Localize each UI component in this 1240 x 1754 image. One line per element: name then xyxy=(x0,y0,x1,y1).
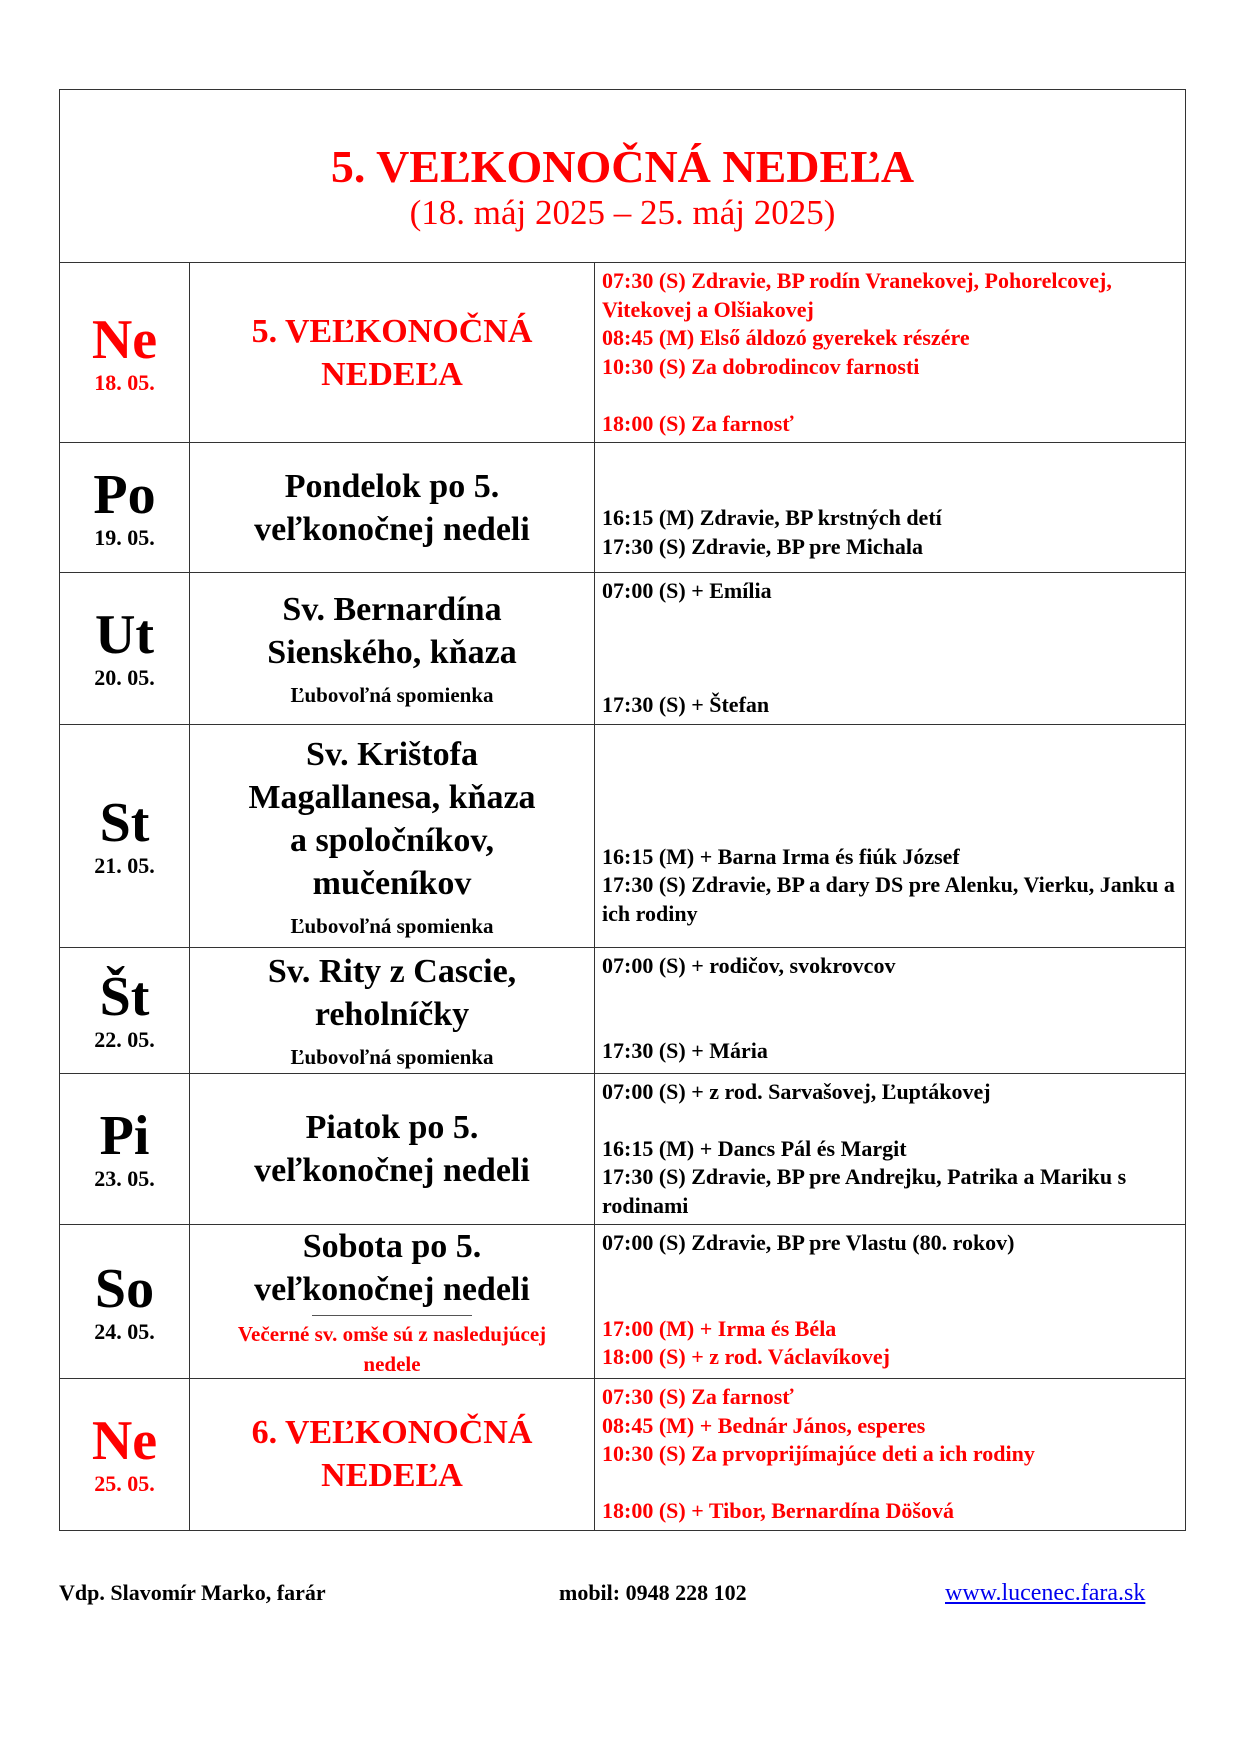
feast-name-line: Sv. Bernardína xyxy=(282,591,502,629)
feast-name-line: a spoločníkov, xyxy=(289,821,495,859)
spacer xyxy=(602,1469,1179,1498)
mass-entry: 07:00 (S) + Emília xyxy=(602,578,772,603)
day-abbreviation: Ne xyxy=(91,308,158,371)
schedule-table xyxy=(59,89,1186,1531)
header-row xyxy=(60,90,1186,263)
feast-name-line: 5. VEĽKONOČNÁ xyxy=(251,312,533,350)
mass-entry: 18:00 (S) + z rod. Václavíkovej xyxy=(602,1344,890,1369)
mass-entry: 17:00 (M) + Irma és Béla xyxy=(602,1315,837,1341)
mass-entry: 10:30 (S) Za prvoprijímajúce deti a ich rodiny xyxy=(602,1441,1035,1466)
mass-entry: 07:00 (S) + z rod. Sarvašovej, Ľuptákovej xyxy=(602,1078,991,1104)
website-link[interactable]: www.lucenec.fara.sk xyxy=(945,1580,1146,1606)
day-row xyxy=(60,573,1186,725)
spacer xyxy=(602,1258,1179,1287)
separator-line xyxy=(312,1315,472,1316)
spacer xyxy=(602,980,1179,1009)
feast-name-line: Sienského, kňaza xyxy=(267,634,517,672)
feast-name-line: Sv. Krištofa xyxy=(306,735,478,773)
spacer xyxy=(602,814,1179,843)
spacer xyxy=(602,1286,1179,1315)
mass-entry: 16:15 (M) Zdravie, BP krstných detí xyxy=(602,505,942,530)
mass-entry: 07:30 (S) Za farnosť xyxy=(602,1384,794,1409)
masses-cell xyxy=(595,1225,1186,1379)
spacer xyxy=(602,634,1179,663)
feast-name-line: veľkonočnej nedeli xyxy=(254,1271,530,1308)
mass-entry: 17:30 (S) Zdravie, BP a dary DS pre Alenku, Vierku, Janku a ich rodiny xyxy=(602,872,1175,926)
spacer xyxy=(602,606,1179,635)
mass-entry: 18:00 (S) Za farnosť xyxy=(602,410,794,436)
footer xyxy=(59,1580,1185,1610)
spacer xyxy=(602,786,1179,815)
feast-cell xyxy=(190,947,595,1073)
masses-cell xyxy=(595,263,1186,443)
day-date: 18. 05. xyxy=(94,369,155,395)
day-row xyxy=(60,1225,1186,1379)
masses-cell xyxy=(595,947,1186,1073)
day-row xyxy=(60,263,1186,443)
mass-entry: 17:30 (S) + Mária xyxy=(602,1038,768,1063)
day-abbreviation: Ut xyxy=(94,604,155,667)
day-date: 23. 05. xyxy=(94,1165,155,1191)
spacer xyxy=(602,1009,1179,1038)
spacer xyxy=(602,663,1179,692)
day-rows xyxy=(60,263,1186,1531)
day-cell xyxy=(60,573,190,725)
day-abbreviation: St xyxy=(99,791,150,854)
feast-cell xyxy=(190,443,595,573)
day-cell xyxy=(60,1379,190,1531)
day-row xyxy=(60,947,1186,1073)
day-row xyxy=(60,443,1186,573)
feast-rank: Ľubovoľná spomienka xyxy=(290,683,494,708)
day-abbreviation: Št xyxy=(99,966,150,1028)
feast-name-line: mučeníkov xyxy=(312,864,472,902)
spacer xyxy=(602,447,1179,476)
mass-entry: 10:30 (S) Za dobrodincov farnosti xyxy=(602,353,920,379)
day-row xyxy=(60,1379,1186,1531)
feast-name-line: Pondelok po 5. xyxy=(284,467,500,505)
feast-name-line: Magallanesa, kňaza xyxy=(248,778,536,816)
mass-entry: 07:30 (S) Zdravie, BP rodín Vranekovej, Pohorelcovej, Vitekovej a Olšiakovej xyxy=(602,268,1112,322)
day-cell xyxy=(60,947,190,1073)
feast-note-line: Večerné sv. omše sú z nasledujúcej xyxy=(237,1322,547,1346)
feast-rank: Ľubovoľná spomienka xyxy=(290,913,494,938)
feast-rank: Ľubovoľná spomienka xyxy=(290,1045,494,1069)
feast-cell xyxy=(190,573,595,725)
day-row xyxy=(60,1073,1186,1225)
header-cell xyxy=(60,90,1186,263)
masses-cell xyxy=(595,573,1186,725)
day-cell xyxy=(60,443,190,573)
day-date: 21. 05. xyxy=(94,852,155,878)
day-date: 19. 05. xyxy=(94,524,155,550)
spacer xyxy=(602,729,1179,758)
mass-entry: 16:15 (M) + Dancs Pál és Margit xyxy=(602,1135,907,1161)
mass-entry: 17:30 (S) Zdravie, BP pre Andrejku, Patrika a Mariku s rodinami xyxy=(602,1164,1127,1218)
feast-name-line: reholníčky xyxy=(314,996,470,1033)
masses-cell xyxy=(595,1379,1186,1531)
feast-name-line: Piatok po 5. xyxy=(305,1108,479,1146)
phone-number: mobil: 0948 228 102 xyxy=(559,1580,747,1605)
feast-name-line: Sobota po 5. xyxy=(302,1228,482,1265)
spacer xyxy=(602,476,1179,505)
mass-entry: 08:45 (M) Első áldozó gyerekek részére xyxy=(602,325,970,350)
feast-name-line: veľkonočnej nedeli xyxy=(254,1151,530,1189)
feast-cell xyxy=(190,1073,595,1225)
day-abbreviation: Ne xyxy=(91,1410,158,1473)
day-date: 22. 05. xyxy=(94,1027,155,1052)
feast-name-line: veľkonočnej nedeli xyxy=(254,510,530,548)
day-cell xyxy=(60,1225,190,1379)
date-range: (18. máj 2025 – 25. máj 2025) xyxy=(409,193,836,232)
feast-name-line: NEDEĽA xyxy=(321,1457,463,1495)
spacer xyxy=(602,381,1179,410)
priest-name: Vdp. Slavomír Marko, farár xyxy=(59,1580,326,1605)
day-date: 24. 05. xyxy=(94,1318,155,1344)
day-date: 20. 05. xyxy=(94,665,155,691)
day-abbreviation: Pi xyxy=(99,1104,150,1167)
feast-note-line: nedele xyxy=(363,1352,421,1376)
masses-cell xyxy=(595,724,1186,947)
mass-entry: 17:30 (S) Zdravie, BP pre Michala xyxy=(602,533,924,559)
feast-name-line: NEDEĽA xyxy=(321,355,463,393)
mass-entry: 07:00 (S) + rodičov, svokrovcov xyxy=(602,952,896,978)
mass-entry: 16:15 (M) + Barna Irma és fiúk József xyxy=(602,843,960,869)
feast-cell xyxy=(190,263,595,443)
day-abbreviation: Po xyxy=(93,463,156,526)
day-abbreviation: So xyxy=(94,1257,155,1320)
feast-name-line: Sv. Rity z Cascie, xyxy=(267,953,517,990)
day-cell xyxy=(60,263,190,443)
day-cell xyxy=(60,1073,190,1225)
spacer xyxy=(602,757,1179,786)
masses-cell xyxy=(595,443,1186,573)
mass-entry: 08:45 (M) + Bednár János, esperes xyxy=(602,1412,926,1438)
feast-cell xyxy=(190,724,595,947)
spacer xyxy=(602,1106,1179,1135)
day-date: 25. 05. xyxy=(94,1471,155,1497)
mass-entry: 18:00 (S) + Tibor, Bernardína Döšová xyxy=(602,1498,954,1523)
feast-cell xyxy=(190,1225,595,1379)
day-cell xyxy=(60,724,190,947)
page-title: 5. VEĽKONOČNÁ NEDEĽA xyxy=(330,141,915,192)
mass-entry: 07:00 (S) Zdravie, BP pre Vlastu (80. rokov) xyxy=(602,1230,1015,1255)
day-row xyxy=(60,724,1186,947)
mass-entry: 17:30 (S) + Štefan xyxy=(602,692,770,717)
masses-cell xyxy=(595,1073,1186,1225)
feast-cell xyxy=(190,1379,595,1531)
feast-name-line: 6. VEĽKONOČNÁ xyxy=(251,1414,533,1452)
